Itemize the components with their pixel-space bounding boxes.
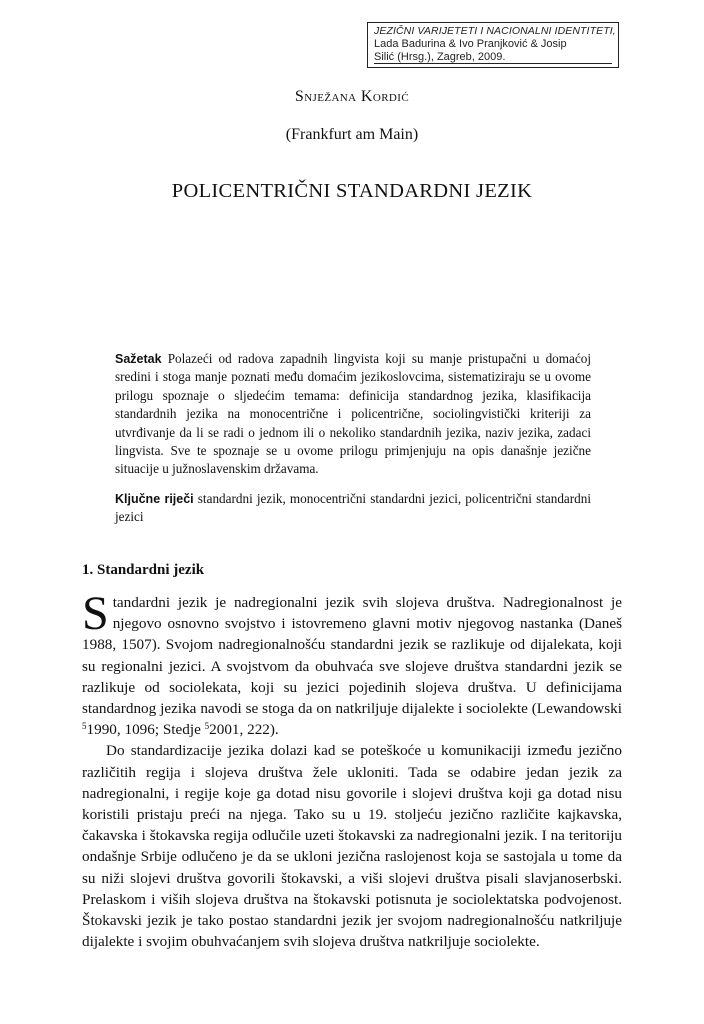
section-body [82, 587, 622, 952]
paragraph-2: Do standardizacije jezika dolazi kad se poteškoće u komunikaciji između jezično različitih regija i slojeva društva žele ukloniti. Tada se odabire jedan jezik za nadregionalni, i regije koje ga dotad nisu govorile i slojevi društva koji ga dotad nisu koristili pristaju preći na njega. Tako su u 19. stoljeću jezično različite kajkavska, čakavska i štokavska regija odlučile uzeti štokavski za nadregionalni jezik. I na teritoriju ondašnje Srbije odlučeno je da se ukloni jezična raslojenost koja se sastojala u tome da su niži slojevi društva govorili štokavski, a viši slojevi društva pisali slavjanoserbski. Prelaskom i viših slojeva društva na štokavski potisnuta je sociolektatska podvojenost. Štokavski jezik je tako postao standardni jezik jer svojom nadregionalnošću natkriljuje dijalekte i svojim obuhvaćanjem svih slojeva društva natkriljuje sociolekte. [82, 742, 622, 951]
keywords-text: standardni jezik, monocentrični standardni jezici, policentrični standardni jezici [115, 491, 592, 525]
stamp-publication: Silić (Hrsg.), Zagreb, 2009. [374, 51, 506, 63]
section-heading: 1. Standardni jezik [82, 562, 205, 578]
paragraph-1: Standardni jezik je nadregionalni jezik svih slojeva društva. Nadregionalnost je njegovo osnovno svojstvo i istovremeno glavni motiv njegovog nastanka (Daneš 1988, 1507). Svojom nadregionalnošću standardni jezik se razlikuje od dijalekata, koji su regionalni jezici. A svojstvom da obuhvaća sve slojeve društva standardni jezik se razlikuje od sociolekata, koji su jezici pojedinih slojeva društva. U definicijama standardnog jezika navodi se stoga da on natkriljuje dijalekte i sociolekte (Lewandowski $^5$1990, 1096; Stedje $^5$2001, 222). [82, 587, 622, 739]
abstract [115, 350, 591, 479]
author-name: Snježana Kordić [294, 88, 410, 105]
drop-cap: S [82, 587, 109, 640]
author-affiliation: (Frankfurt am Main) [285, 126, 419, 143]
edition-superscript: 5 [82, 721, 87, 732]
keywords-label: Ključne riječi [115, 492, 194, 506]
abstract-label: Sažetak [115, 352, 162, 366]
stamp-editors: Lada Badurina & Ivo Pranjković & Josip [374, 38, 567, 50]
stamp-series-title: JEZIČNI VARIJETETI I NACIONALNI IDENTITETI, [374, 25, 616, 37]
bibliographic-stamp [367, 22, 619, 68]
paper-title: POLICENTRIČNI STANDARDNI JEZIK [171, 180, 533, 202]
keywords [115, 490, 591, 527]
stamp-underline [374, 63, 612, 64]
edition-superscript: 5 [204, 721, 210, 732]
abstract-text: Polazeći od radova zapadnih lingvista koji su manje pristupačni u domaćoj sredini i stoga manje poznati među domaćim jezikoslovcima, sistematiziraju se u ovome prilogu spoznaje o sljedećim temama: definicija standardnog jezika, klasifikacija standardnih jezika na monocentrične i policentrične, sociolingvistički kriteriji za utvrđivanje da li se radi o jednom ili o nekoliko standardnih jezika, naziv jezika, zadaci lingvista. Sve te spoznaje se u ovome prilogu primjenjuju na opis današnje jezične situacije u južnoslavenskim državama. [115, 351, 592, 477]
